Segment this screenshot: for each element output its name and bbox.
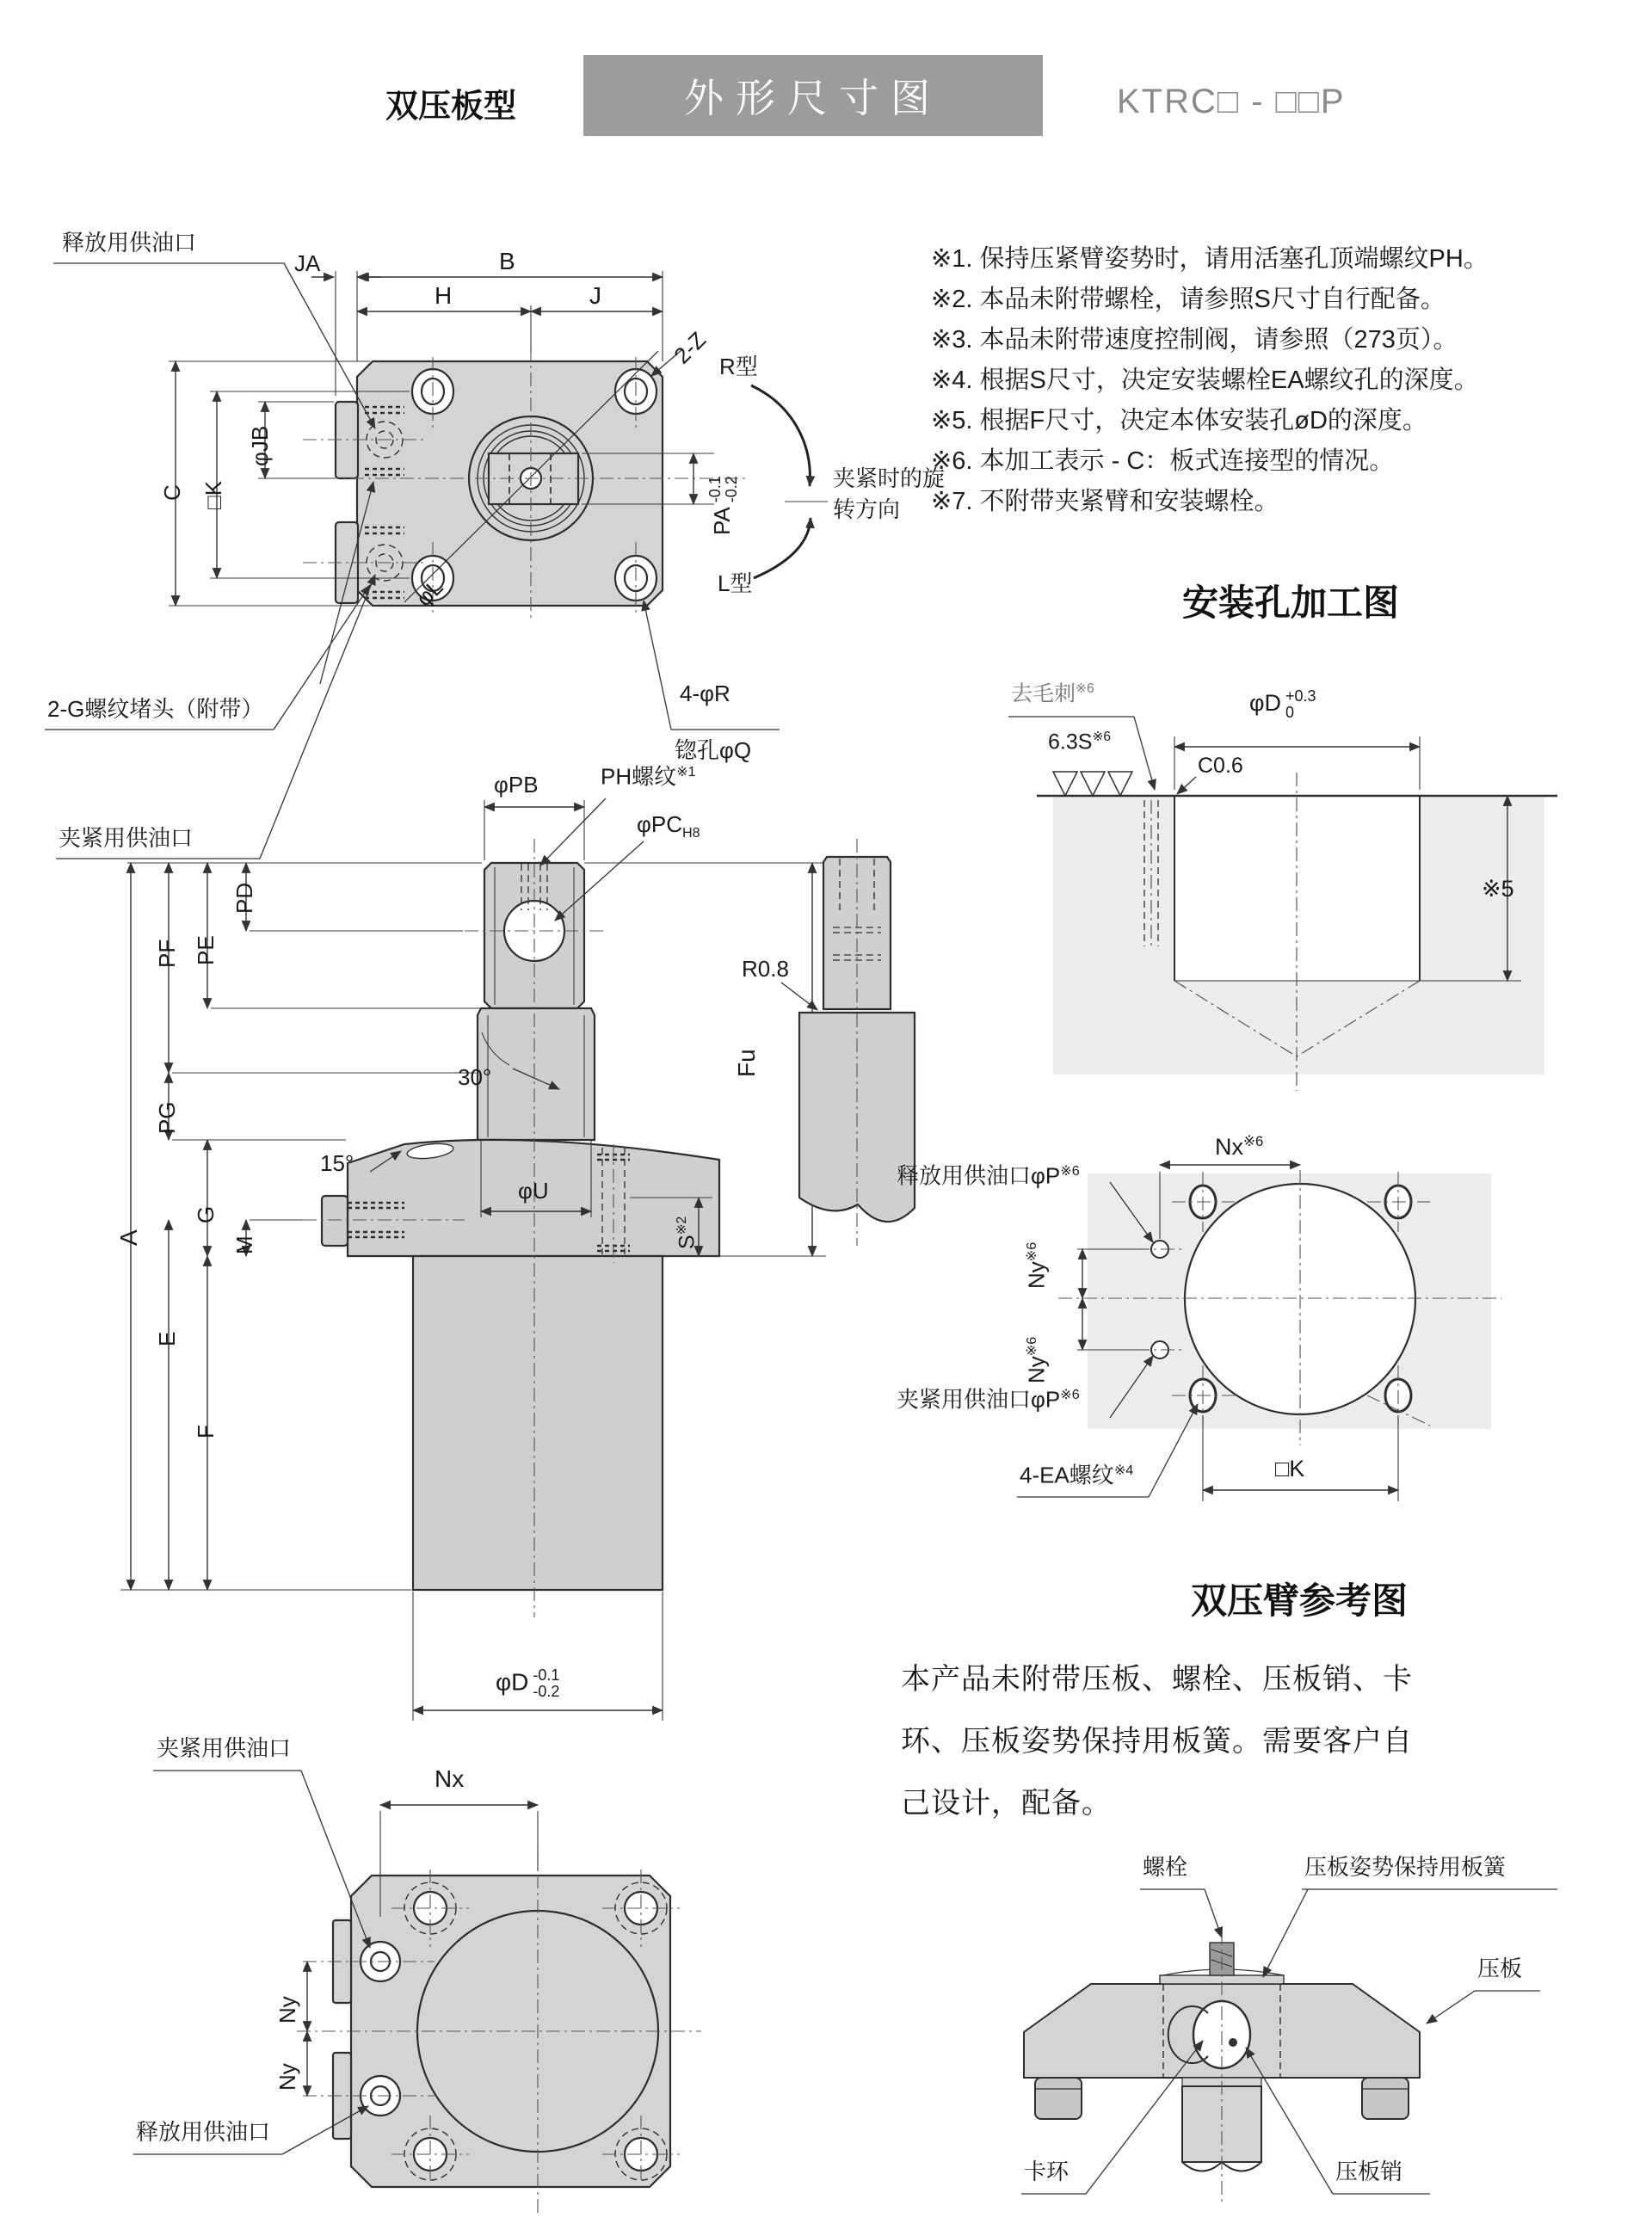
pf-dim-k: □K: [1275, 1456, 1305, 1481]
dim-pc: [637, 812, 700, 841]
note-2: ※2. 本品未附带螺栓，请参照S尺寸自行配备。: [931, 286, 1446, 313]
finish-sup: ※6: [1092, 730, 1112, 744]
plug-label: 2-G螺纹堵头（附带）: [47, 696, 264, 722]
pf-dim-nx: [1215, 1134, 1263, 1160]
finish-label: [1048, 730, 1111, 754]
dim-s: [675, 1217, 699, 1249]
pf-ny2-sup: ※6: [1024, 1336, 1039, 1357]
dim-jb: φJB: [247, 425, 273, 466]
bottom-clamp-port-label: 夹紧用供油口: [157, 1735, 292, 1761]
notes-block: [931, 239, 1489, 522]
pf-dim-ny2: [1024, 1337, 1050, 1383]
rotation-direction-note: 夹紧时的旋转方向: [833, 465, 946, 522]
dim-e: E: [154, 1331, 180, 1346]
pf-ny1-text: Ny: [1023, 1261, 1050, 1289]
dim-c: C: [159, 484, 185, 501]
dim-a: A: [115, 1229, 142, 1246]
deburr-label: [1011, 681, 1094, 705]
pf-ny2-text: Ny: [1023, 1356, 1050, 1383]
pf-clamp-port-label: [897, 1387, 1080, 1413]
d-tol-upper: -0.1: [533, 1666, 560, 1684]
pf-clamp-sup: ※6: [1060, 1387, 1080, 1402]
page-title: 外形尺寸图: [684, 76, 942, 120]
dim-pd: PD: [231, 882, 257, 914]
dim-pf: PF: [154, 939, 180, 968]
pf-ea-text: 4-EA螺纹: [1020, 1462, 1114, 1488]
pf-clamp-text: 夹紧用供油口φP: [897, 1386, 1061, 1413]
arm-paragraph-line3: 己设计，配备。: [901, 1787, 1112, 1820]
finish-text: 6.3S: [1048, 730, 1093, 755]
deburr-sup: ※6: [1076, 681, 1094, 696]
release-port-label: 释放用供油口: [62, 230, 197, 256]
pf-ea-thread-label: [1020, 1463, 1133, 1488]
fillet-r08: R0.8: [742, 956, 789, 982]
bottom-dim-nx: Nx: [435, 1765, 465, 1792]
dim-pc-text: φPC: [637, 811, 682, 837]
dim-g: G: [193, 1205, 219, 1223]
dim-k-square: □K: [200, 480, 226, 509]
clamp-port-label: 夹紧用供油口: [59, 825, 194, 851]
arm-paragraph-line1: 本产品未附带压板、螺栓、压板销、卡: [901, 1663, 1413, 1696]
mounting-section-title: 安装孔加工图: [1181, 582, 1399, 623]
ph-thread-label: [601, 764, 696, 790]
spotface-label: 锪孔φQ: [675, 737, 752, 763]
top-view-figure: [45, 263, 828, 859]
arm-section-title: 双压臂参考图: [1190, 1580, 1408, 1621]
dim-f: F: [193, 1425, 219, 1438]
note-5: ※5. 根据F尺寸，决定本体安装孔øD的深度。: [931, 407, 1427, 434]
pf-release-text: 释放用供油口φP: [897, 1162, 1061, 1189]
hole-d-tol-upper: +0.3: [1285, 687, 1316, 705]
dim-pc-sub: H8: [681, 825, 700, 841]
d-tol-lower: -0.2: [533, 1683, 560, 1700]
pf-ea-sup: ※4: [1113, 1463, 1134, 1478]
ph-thread-sup: ※1: [676, 764, 696, 779]
note-1: ※1. 保持压紧臂姿势时，请用活塞孔顶端螺纹PH。: [931, 245, 1489, 273]
dim-fu: Fu: [733, 1049, 760, 1077]
pf-nx-sup: ※6: [1243, 1133, 1264, 1149]
arm-spring-label: 压板姿势保持用板簧: [1304, 1854, 1507, 1880]
arm-paragraph: [901, 1648, 1413, 1834]
dim-pa: [707, 476, 740, 535]
arm-paragraph-line2: 环、压板姿势保持用板簧。需要客户自: [901, 1725, 1413, 1758]
holes-4r-label: 4-φR: [680, 681, 730, 706]
dim-m: M: [231, 1235, 257, 1254]
hole-d-tol-lower: 0: [1285, 704, 1295, 721]
r-type-label: R型: [719, 354, 758, 379]
dim-u: φU: [518, 1178, 549, 1204]
pf-nx-text: Nx: [1215, 1134, 1243, 1160]
bottom-dim-ny1: Ny: [274, 1996, 300, 2023]
deburr-text: 去毛刺: [1011, 681, 1076, 706]
bottom-view-figure: [133, 1771, 701, 2215]
arm-pin-label: 压板销: [1335, 2159, 1403, 2184]
chamfer-c06: C0.6: [1198, 754, 1243, 778]
angle-30: 30°: [458, 1064, 492, 1090]
dim-pg: PG: [154, 1101, 180, 1134]
angle-15: 15°: [320, 1150, 354, 1176]
dim-s-text: S: [675, 1235, 700, 1249]
arm-bolt-label: 螺栓: [1143, 1854, 1188, 1880]
dim-2z: 2-Z: [669, 326, 712, 369]
mounting-hole-figure: [1008, 717, 1557, 1091]
note-7: ※7. 不附带夹紧臂和安装螺栓。: [931, 488, 1279, 515]
pf-ny1-sup: ※6: [1024, 1241, 1039, 1262]
dim-d-text: φD: [496, 1668, 529, 1696]
pa-tol-lower: -0.2: [723, 476, 740, 503]
arm-plate-label: 压板: [1477, 1956, 1523, 1981]
dim-d: [496, 1667, 559, 1700]
note-6: ※6. 本加工表示 - C：板式连接型的情况。: [931, 447, 1395, 475]
l-type-label: L型: [718, 570, 753, 596]
hole-dim-d-text: φD: [1249, 690, 1282, 717]
depth-note-5: ※5: [1482, 876, 1514, 902]
pa-tol-upper: -0.1: [706, 476, 724, 503]
bottom-dim-ny2: Ny: [274, 2063, 300, 2091]
dim-pa-text: PA: [708, 507, 735, 535]
page-title-box: [583, 55, 1043, 136]
page-type-label: 双压板型: [385, 89, 517, 125]
pf-dim-ny1: [1024, 1242, 1050, 1289]
dim-pe: PE: [193, 935, 219, 965]
arm-reference-figure: [1021, 1889, 1557, 2202]
arm-ring-label: 卡环: [1024, 2159, 1069, 2184]
pf-release-sup: ※6: [1060, 1163, 1080, 1179]
dim-b: B: [499, 248, 515, 274]
dim-ja: JA: [294, 250, 321, 276]
hole-dim-d: [1249, 688, 1316, 721]
model-code: KTRC□ - □□P: [1117, 83, 1346, 120]
dim-pb: φPB: [494, 772, 539, 798]
side-view-figure: [120, 798, 915, 1721]
note-4: ※4. 根据S尺寸，决定安装螺栓EA螺纹孔的深度。: [931, 367, 1479, 394]
note-3: ※3. 本品未附带速度控制阀，请参照（273页）。: [931, 326, 1458, 354]
dim-j: J: [589, 282, 601, 309]
dim-h: H: [435, 282, 453, 309]
bottom-release-port-label: 释放用供油口: [136, 2119, 271, 2145]
ph-thread-text: PH螺纹: [601, 763, 677, 790]
port-layout-figure: [1017, 1165, 1501, 1501]
pf-release-port-label: [897, 1163, 1080, 1189]
dim-l: φL: [410, 574, 448, 612]
dim-s-sup: ※2: [675, 1216, 689, 1235]
